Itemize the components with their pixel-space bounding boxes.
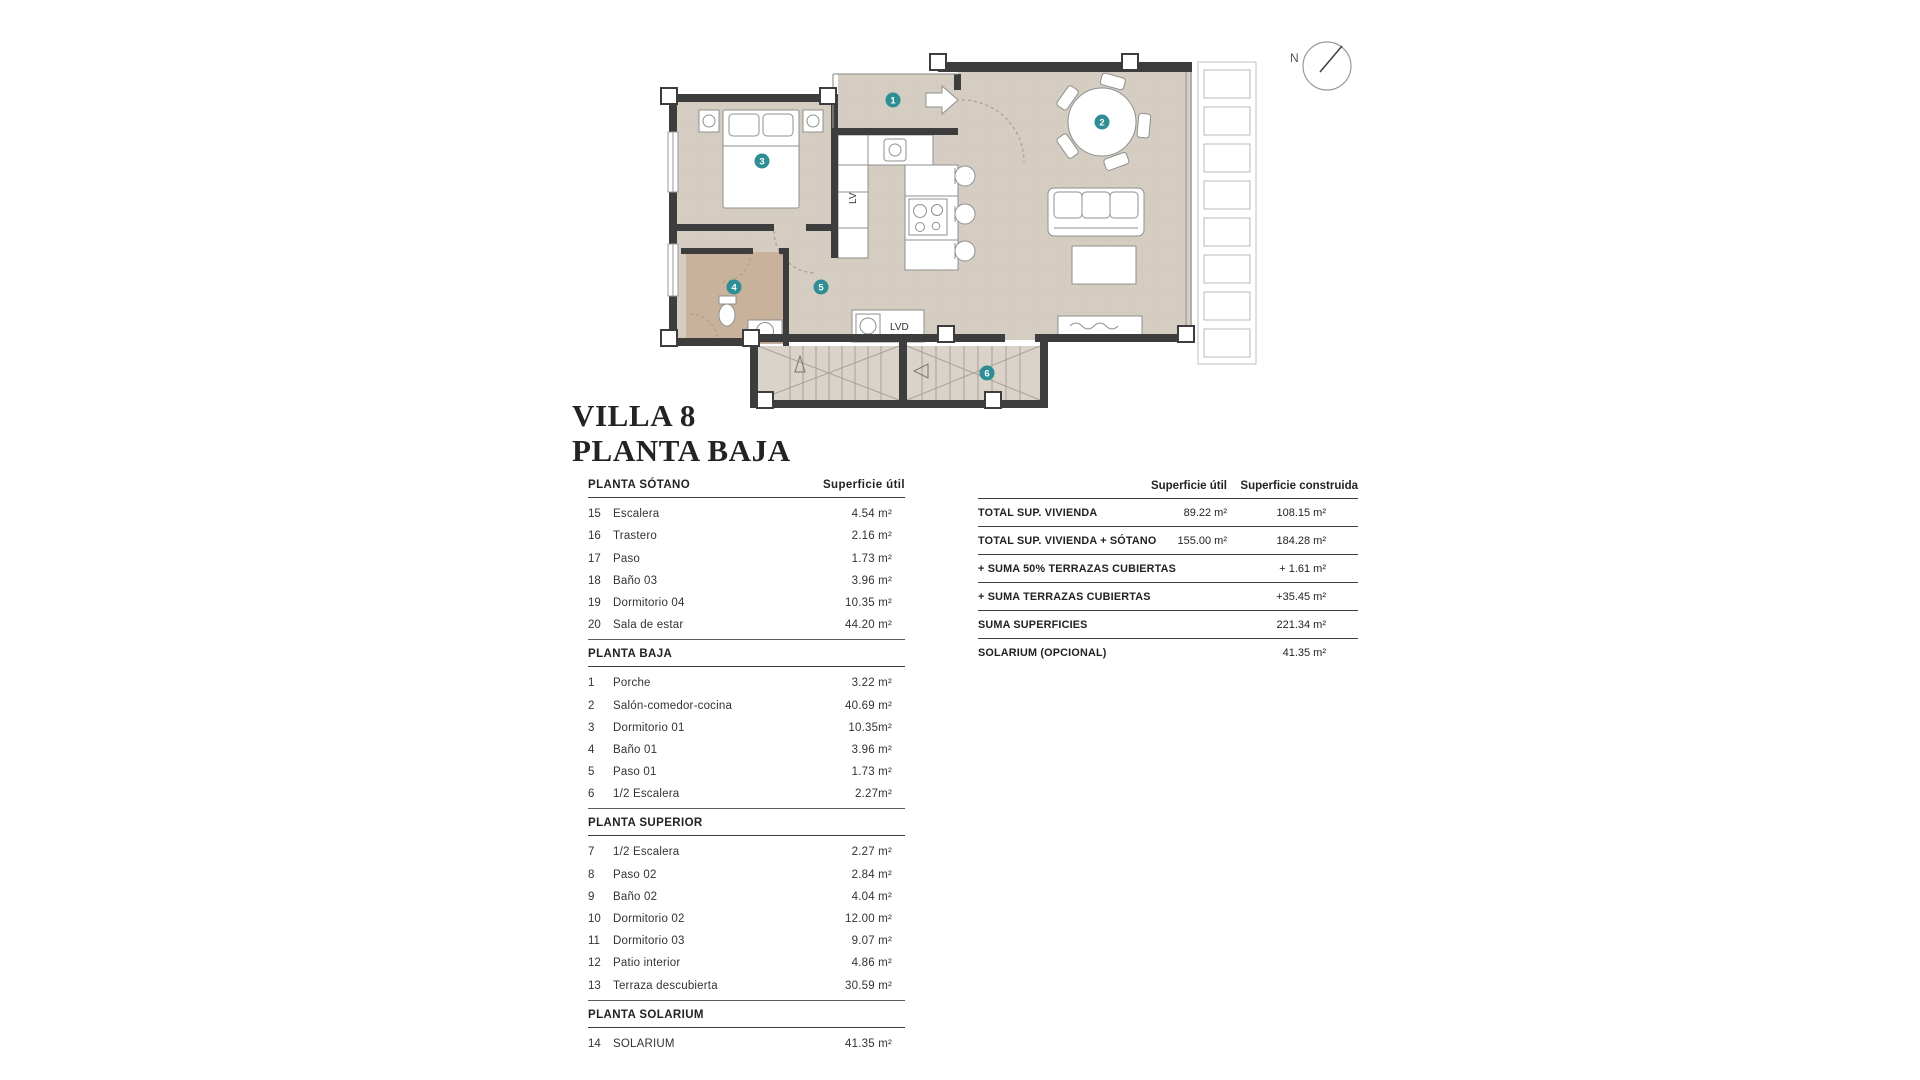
area-row: [588, 936, 905, 947]
area-row: [588, 847, 905, 858]
room-area: 4.54 m²: [851, 508, 892, 521]
area-row: [588, 554, 905, 565]
room-area: 3.96 m²: [851, 743, 892, 756]
section-title: PLANTA BAJA: [588, 648, 673, 661]
pillow: [763, 114, 793, 136]
room-number: 1: [588, 677, 595, 690]
room-name: Paso 01: [613, 766, 657, 779]
room-name: SOLARIUM: [613, 1037, 675, 1050]
summary-construida-value: + 1.61 m²: [1279, 563, 1326, 575]
svg-text:4: 4: [731, 282, 737, 294]
area-section-header: [588, 479, 905, 498]
room-area: 2.84 m²: [851, 868, 892, 881]
area-row: [588, 745, 905, 756]
room-number: 11: [588, 935, 600, 948]
summary-util-value: 155.00 m²: [1177, 535, 1227, 547]
area-row: [588, 576, 905, 587]
area-row: [588, 723, 905, 734]
stool-icon: [955, 204, 975, 224]
room-number: 8: [588, 868, 595, 881]
section-title: PLANTA SÓTANO: [588, 479, 691, 491]
room-area: 3.22 m²: [851, 677, 892, 690]
summary-col-header-util: Superficie útil: [1150, 480, 1227, 492]
room-marker-4: [727, 280, 742, 295]
area-row: [588, 509, 905, 520]
sink-icon: [884, 139, 906, 161]
svg-text:6: 6: [984, 368, 990, 380]
coffee-table: [1072, 246, 1136, 284]
nightstand: [699, 110, 719, 132]
title-line2: PLANTA BAJA: [572, 433, 791, 468]
room-number: 18: [588, 574, 601, 587]
room-marker-5: [814, 280, 829, 295]
stove-icon: [909, 199, 947, 235]
area-table: [588, 479, 905, 1050]
room-number: 20: [588, 619, 601, 632]
page-title: [572, 398, 791, 468]
area-section: [588, 479, 905, 631]
svg-text:2: 2: [1099, 117, 1105, 129]
area-row: [588, 981, 905, 992]
lvd-label: LVD: [890, 322, 909, 333]
room-number: 13: [588, 979, 601, 992]
summary-label: + SUMA 50% TERRAZAS CUBIERTAS: [978, 563, 1177, 575]
summary-construida-value: 184.28 m²: [1276, 535, 1326, 547]
room-name: Sala de estar: [613, 619, 684, 632]
room-number: 3: [588, 721, 595, 734]
room-number: 12: [588, 957, 601, 970]
area-row: [588, 620, 905, 631]
room-name: Trastero: [613, 530, 657, 543]
area-col-header: Superficie útil: [822, 479, 905, 491]
room-area: 2.16 m²: [851, 530, 892, 543]
nightstand: [803, 110, 823, 132]
area-row: [588, 958, 905, 969]
room-name: Salón-comedor-cocina: [613, 699, 733, 712]
room-marker-2: [1095, 115, 1110, 130]
room-area: 40.69 m²: [845, 699, 892, 712]
room-number: 5: [588, 766, 595, 779]
room-area: 4.86 m²: [851, 957, 892, 970]
room-number: 15: [588, 508, 601, 521]
summary-label: TOTAL SUP. VIVIENDA + SÓTANO: [978, 535, 1157, 547]
room-number: 19: [588, 596, 601, 609]
svg-text:5: 5: [818, 282, 824, 294]
sofa: [1048, 188, 1144, 236]
room-area: 41.35 m²: [845, 1037, 892, 1050]
summary-util-value: 89.22 m²: [1183, 507, 1227, 519]
room-area: 9.07 m²: [851, 935, 892, 948]
summary-row: [978, 527, 1358, 555]
room-name: Dormitorio 03: [613, 935, 685, 948]
summary-label: SUMA SUPERFICIES: [978, 619, 1088, 631]
area-row: [588, 1039, 905, 1050]
room-name: Patio interior: [613, 957, 681, 970]
summary-construida-value: 108.15 m²: [1276, 507, 1326, 519]
room-name: Baño 02: [613, 890, 658, 903]
area-section-header: [588, 817, 905, 836]
lv-label: LV: [848, 192, 859, 204]
terrace-louvres: [1198, 62, 1256, 364]
summary-construida-value: 41.35 m²: [1282, 647, 1326, 659]
section-title: PLANTA SOLARIUM: [588, 1008, 704, 1021]
room-name: Terraza descubierta: [613, 979, 718, 992]
north-label: N: [1290, 51, 1299, 65]
room-area: 12.00 m²: [845, 913, 892, 925]
room-area: 2.27 m²: [851, 846, 892, 859]
room-marker-1: [886, 93, 901, 108]
room-number: 10: [588, 913, 601, 925]
area-row: [588, 914, 905, 925]
svg-text:3: 3: [759, 156, 765, 168]
area-section: [588, 1000, 905, 1050]
summary-col-header-construida: Superficie construida: [1240, 480, 1358, 492]
summary-header: [978, 473, 1358, 499]
room-name: 1/2 Escalera: [613, 846, 680, 859]
room-number: 16: [588, 530, 601, 543]
room-name: Paso 02: [613, 868, 657, 881]
room-number: 2: [588, 699, 595, 712]
stool-icon: [955, 241, 975, 261]
summary-row: [978, 639, 1358, 666]
room-area: 10.35m²: [848, 721, 892, 734]
room-name: Dormitorio 04: [613, 596, 685, 609]
svg-text:1: 1: [890, 95, 896, 107]
area-row: [588, 767, 905, 778]
room-area: 44.20 m²: [845, 619, 892, 632]
area-row: [588, 678, 905, 689]
summary-row: [978, 555, 1358, 583]
room-number: 6: [588, 788, 595, 801]
area-section: [588, 639, 905, 800]
summary-row: [978, 611, 1358, 639]
room-name: Escalera: [613, 508, 660, 521]
summary-row: [978, 499, 1358, 527]
compass-icon: [1290, 42, 1351, 90]
room-marker-3: [755, 154, 770, 169]
summary-row: [978, 583, 1358, 611]
pillow: [729, 114, 759, 136]
area-row: [588, 870, 905, 881]
room-area: 1.73 m²: [851, 766, 892, 779]
room-area: 4.04 m²: [851, 890, 892, 903]
room-area: 3.96 m²: [851, 574, 892, 587]
room-area: 30.59 m²: [845, 979, 892, 992]
room-number: 14: [588, 1037, 601, 1050]
title-line1: VILLA 8: [572, 398, 696, 433]
toilet-icon: [719, 296, 736, 326]
stool-icon: [955, 166, 975, 186]
area-section-header: [588, 648, 905, 667]
room-name: Dormitorio 01: [613, 721, 685, 734]
tv-bench: [1058, 316, 1142, 336]
area-section-header: [588, 1009, 905, 1028]
room-number: 9: [588, 890, 595, 903]
room-area: 10.35 m²: [845, 596, 892, 609]
summary-label: + SUMA TERRAZAS CUBIERTAS: [978, 591, 1151, 603]
room-number: 7: [588, 846, 595, 859]
area-row: [588, 892, 905, 903]
area-row: [588, 789, 905, 800]
room-name: 1/2 Escalera: [613, 788, 680, 801]
summary-label: TOTAL SUP. VIVIENDA: [978, 507, 1098, 519]
room-name: Porche: [613, 677, 651, 690]
room-name: Baño 01: [613, 743, 658, 756]
area-section: [588, 808, 905, 991]
area-row: [588, 598, 905, 609]
room-area: 2.27m²: [855, 788, 892, 801]
summary-construida-value: +35.45 m²: [1276, 591, 1326, 603]
room-area: 1.73 m²: [851, 552, 892, 565]
room-number: 4: [588, 743, 595, 756]
room-number: 17: [588, 552, 601, 565]
room-marker-6: [980, 366, 995, 381]
room-name: Dormitorio 02: [613, 913, 685, 925]
area-row: [588, 701, 905, 712]
room-name: Paso: [613, 552, 641, 565]
room-name: Baño 03: [613, 574, 658, 587]
summary-construida-value: 221.34 m²: [1276, 619, 1326, 631]
summary-table: [978, 473, 1358, 666]
area-row: [588, 531, 905, 542]
summary-label: SOLARIUM (OPCIONAL): [978, 647, 1107, 659]
section-title: PLANTA SUPERIOR: [588, 817, 703, 830]
